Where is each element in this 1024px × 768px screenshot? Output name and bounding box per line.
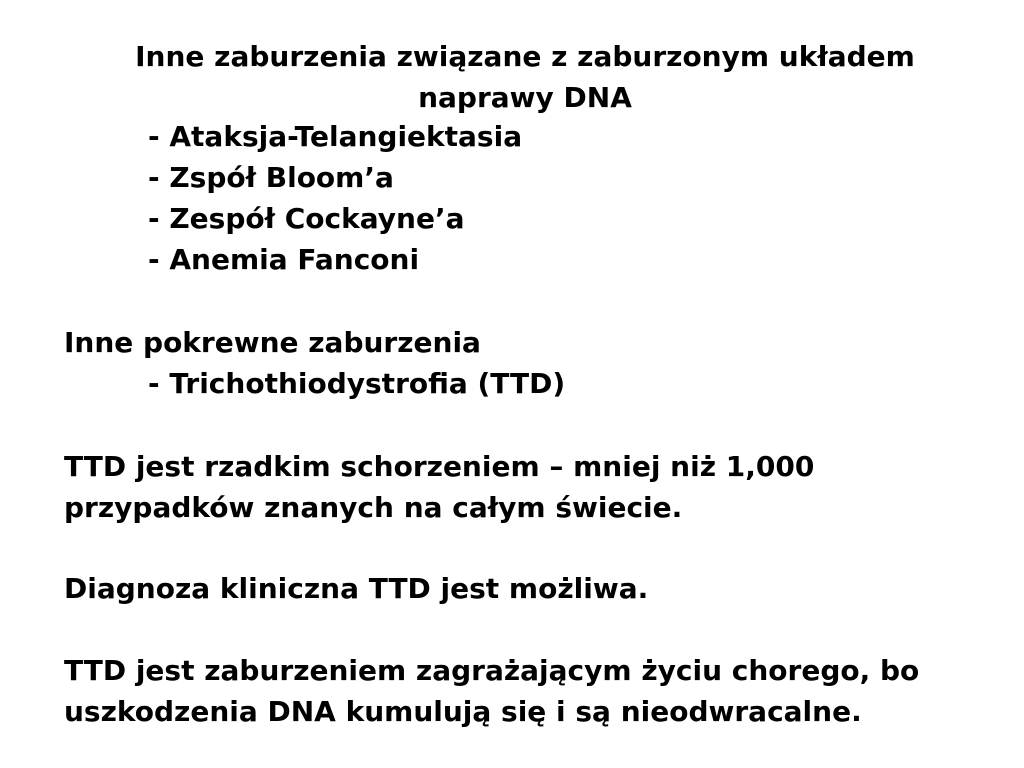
- diagnosis-line: Diagnoza kliniczna TTD jest możliwa.: [64, 572, 649, 605]
- life-threat-paragraph: [64, 650, 1014, 732]
- slide-title-line-2: naprawy DNA: [418, 81, 632, 114]
- rarity-line-2: przypadków znanych na całym świecie.: [64, 491, 683, 524]
- dna-repair-disorders-list: [64, 116, 1014, 280]
- diagnosis-paragraph: [64, 568, 1014, 609]
- slide-title: [0, 36, 1024, 118]
- life-threat-line-2: uszkodzenia DNA kumulują się i są nieodwracalne.: [64, 695, 862, 728]
- slide-title-line-1: Inne zaburzenia związane z zaburzonym układem: [135, 40, 915, 73]
- rarity-paragraph: [64, 446, 1014, 528]
- life-threat-line-1: TTD jest zaburzeniem zagrażającym życiu chorego, bo: [64, 654, 920, 687]
- list-item: - Zspół Bloom’a: [148, 161, 394, 194]
- list-item: - Zespół Cockayne’a: [148, 202, 465, 235]
- related-disorders-section: [64, 322, 1014, 404]
- list-item: - Ataksja-Telangiektasia: [148, 120, 523, 153]
- list-item: - Trichothiodystrofia (TTD): [148, 367, 566, 400]
- rarity-line-1: TTD jest rzadkim schorzeniem – mniej niż 1,000: [64, 450, 815, 483]
- list-item: - Anemia Fanconi: [148, 243, 420, 276]
- related-disorders-heading: Inne pokrewne zaburzenia: [64, 326, 481, 359]
